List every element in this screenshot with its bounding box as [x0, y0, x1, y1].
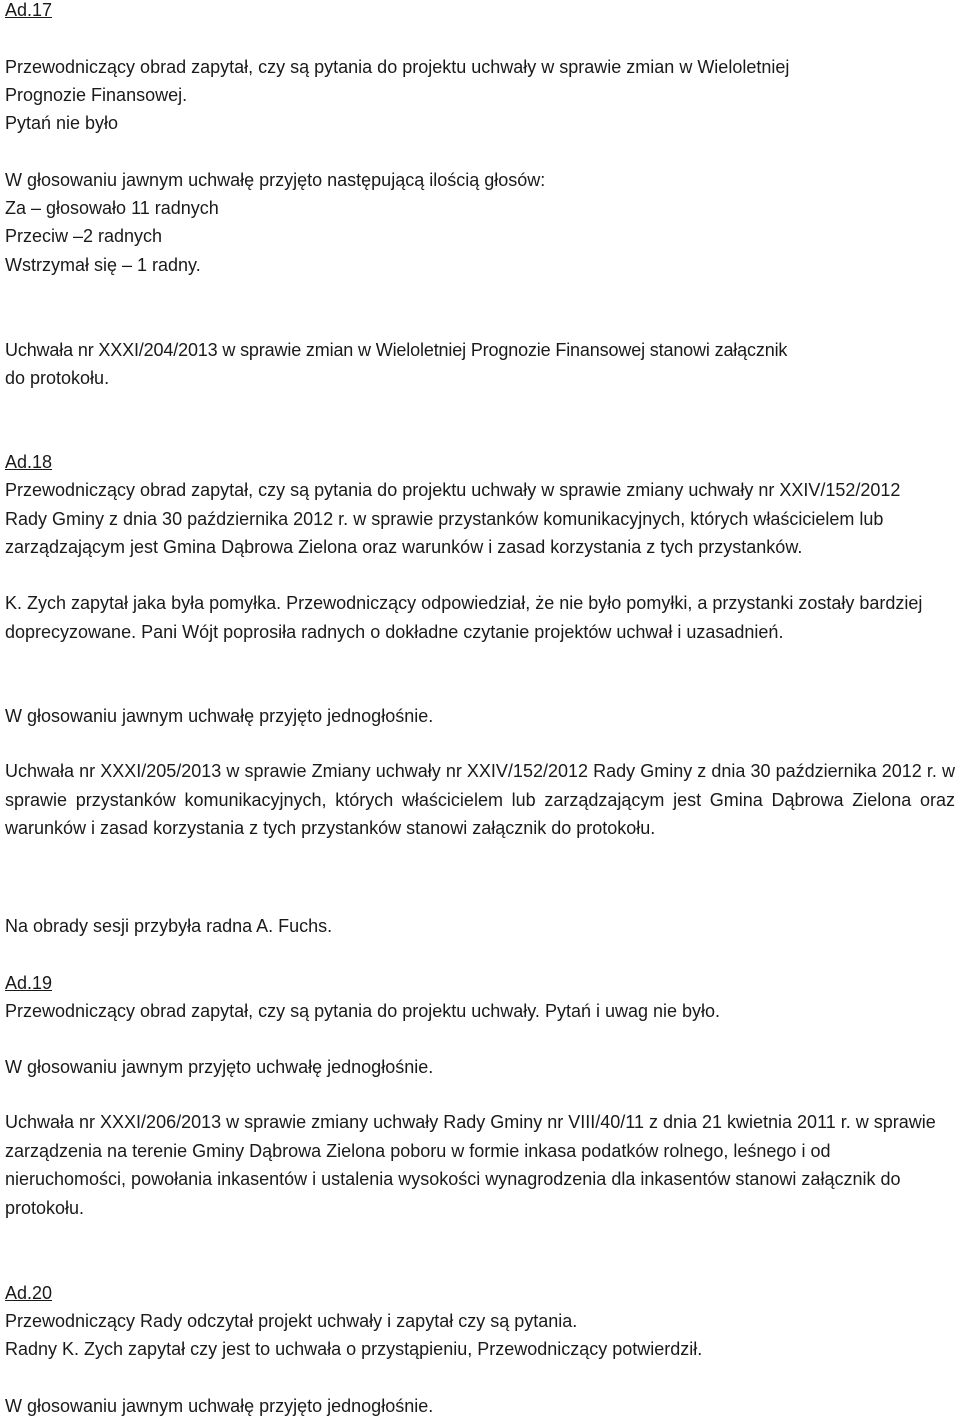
ad17-no-questions: Pytań nie było	[5, 113, 119, 133]
ad20-question: Radny K. Zych zapytał czy jest to uchwała o przystąpieniu, Przewodniczący potwierdził.	[5, 1339, 703, 1359]
ad18-resolution: Uchwała nr XXXI/205/2013 w sprawie Zmiany uchwały nr XXIV/152/2012 Rady Gminy z dnia 30 października 2012 r. w sprawie przystanków komunikacyjnych, których właścicielem lub zarządzającym jest Gmina Dąbrowa Zielona oraz warunków i zasad korzystania z tych przystanków stanowi załącznik do protokołu.	[5, 761, 955, 838]
ad17-resolution-cont: do protokołu.	[5, 368, 110, 388]
ad17-heading: Ad.17	[5, 0, 53, 20]
ad18-discussion: K. Zych zapytał jaka była pomyłka. Przewodniczący odpowiedział, że nie było pomyłki, a przystanki zostały bardziej doprecyzowane. Pani Wójt poprosiła radnych o dokładne czytanie projektów uchwał i uzasadnień.	[5, 593, 923, 642]
ad20-reading: Przewodniczący Rady odczytał projekt uchwały i zapytał czy są pytania.	[5, 1311, 578, 1331]
ad19-heading: Ad.19	[5, 973, 53, 993]
ad17-votes-against: Przeciw –2 radnych	[5, 226, 163, 246]
ad17-votes-for: Za – głosowało 11 radnych	[5, 198, 219, 218]
ad17-question: Przewodniczący obrad zapytał, czy są pytania do projektu uchwały w sprawie zmian w Wieloletniej	[5, 57, 790, 77]
ad18-heading: Ad.18	[5, 452, 53, 472]
ad19-vote: W głosowaniu jawnym przyjęto uchwałę jednogłośnie.	[5, 1057, 434, 1077]
ad20-vote: W głosowaniu jawnym uchwałę przyjęto jednogłośnie.	[5, 1396, 434, 1416]
ad18-vote: W głosowaniu jawnym uchwałę przyjęto jednogłośnie.	[5, 706, 434, 726]
ad18-body: Przewodniczący obrad zapytał, czy są pytania do projektu uchwały w sprawie zmiany uchwały nr XXIV/152/2012 Rady Gminy z dnia 30 października 2012 r. w sprawie przystanków komunikacyjnych, których właścicielem lub zarządzającym jest Gmina Dąbrowa Zielona oraz warunków i zasad korzystania z tych przystanków.	[5, 480, 901, 557]
ad19-resolution: Uchwała nr XXXI/206/2013 w sprawie zmiany uchwały Rady Gminy nr VIII/40/11 z dnia 21 kwietnia 2011 r. w sprawie zarządzenia na terenie Gminy Dąbrowa Zielona poboru w formie inkasa podatków rolnego, leśnego i od nieruchomości, powołania inkasentów i ustalenia wysokości wynagrodzenia dla inkasentów stanowi załącznik do protokołu.	[5, 1112, 936, 1218]
ad18-arrival: Na obrady sesji przybyła radna A. Fuchs.	[5, 916, 333, 936]
ad17-question-cont: Prognozie Finansowej.	[5, 85, 188, 105]
ad19-question: Przewodniczący obrad zapytał, czy są pytania do projektu uchwały. Pytań i uwag nie było.	[5, 1001, 721, 1021]
ad17-votes-abstain: Wstrzymał się – 1 radny.	[5, 255, 201, 275]
ad20-heading: Ad.20	[5, 1283, 53, 1303]
ad17-resolution: Uchwała nr XXXI/204/2013 w sprawie zmian w Wieloletniej Prognozie Finansowej stanowi załącznik	[5, 340, 788, 360]
ad17-vote-intro: W głosowaniu jawnym uchwałę przyjęto następującą ilością głosów:	[5, 170, 546, 190]
